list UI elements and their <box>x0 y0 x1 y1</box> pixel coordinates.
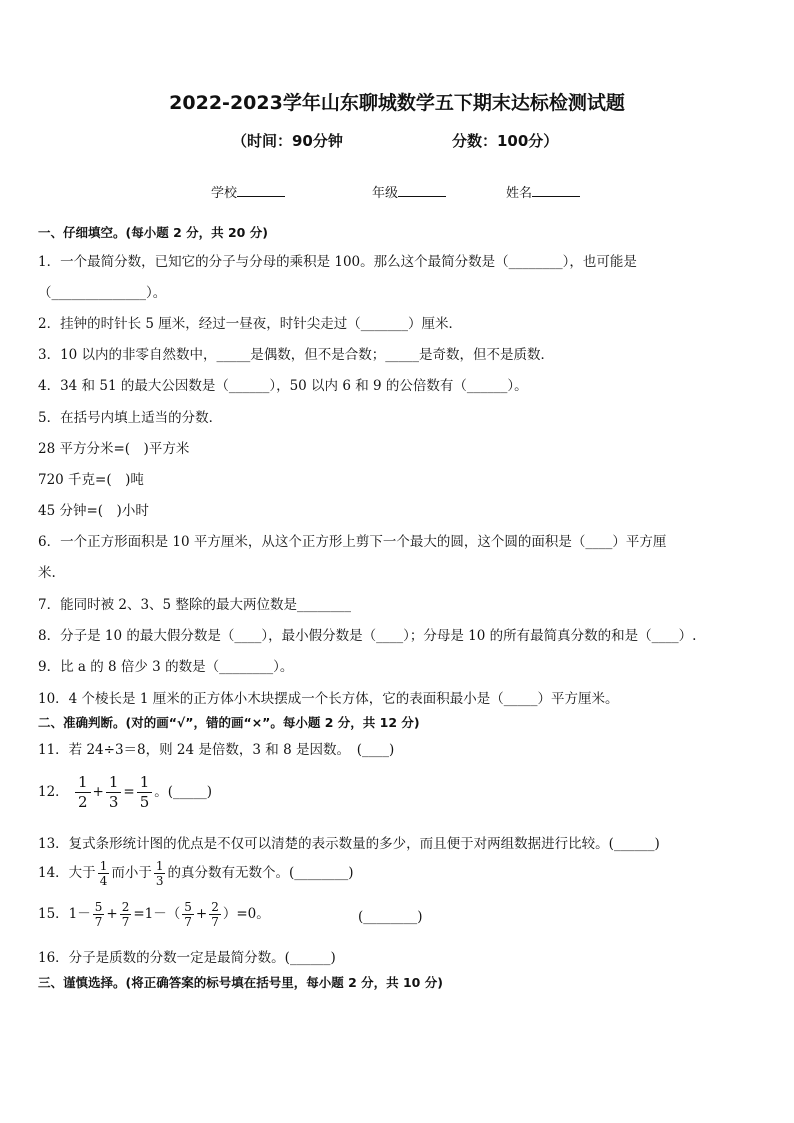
question-13: 13．复式条形统计图的优点是不仅可以清楚的表示数量的多少，而且便于对两组数据进行比较。(______) <box>38 836 660 852</box>
question-8: 8．分子是 10 的最大假分数是（____），最小假分数是（____）；分母是 10 的所有最简真分数的和是（____）. <box>38 628 697 644</box>
question-12: 12． $\frac{1}{2}$ + $\frac{1}{3}$ = $\frac{1}{5}$ 。(_____) <box>38 773 213 811</box>
q14-tail: 的真分数有无数个。(________) <box>167 865 354 881</box>
question-15: 15．1－ $\frac{5}{7}$ + $\frac{2}{7}$ =1－（ $\frac{5}{7}$ + $\frac{2}{7}$ ）=0。 <box>38 900 270 929</box>
question-16: 16．分子是质数的分数一定是最简分数。(______) <box>38 950 336 966</box>
q14-fraction-1: $\frac{1}{4}$ <box>99 859 108 888</box>
school-blank[interactable] <box>237 183 285 197</box>
question-4: 4．34 和 51 的最大公因数是（______），50 以内 6 和 9 的公倍数有（______）。 <box>38 378 528 394</box>
q12-label: 12． <box>38 784 69 800</box>
question-7: 7．能同时被 2、3、5 整除的最大两位数是________ <box>38 597 351 613</box>
grade-field <box>372 182 446 201</box>
question-10: 10．4 个棱长是 1 厘米的正方体小木块摆成一个长方体，它的表面积最小是（_____）平方厘米。 <box>38 691 619 707</box>
question-2: 2．挂钟的时针长 5 厘米，经过一昼夜，时针尖走过（_______）厘米． <box>38 316 463 332</box>
question-5-item-3: 45 分钟=( )小时 <box>38 503 149 519</box>
question-5-item-2: 720 千克=( )吨 <box>38 472 144 488</box>
section-1-heading: 一、仔细填空。(每小题 2 分，共 20 分) <box>38 225 268 240</box>
exam-time: （时间：90分钟 <box>232 132 343 150</box>
q12-tail: 。(_____) <box>154 784 213 800</box>
q12-fraction-2: $\frac{1}{3}$ <box>106 773 122 812</box>
q15-answer-blank: (________) <box>358 909 423 925</box>
q15-label: 15．1－ <box>38 906 91 922</box>
question-5: 5．在括号内填上适当的分数． <box>38 410 223 426</box>
question-1-line-1: 1．一个最简分数，已知它的分子与分母的乘积是 100。那么这个最简分数是（________），也可能是 <box>38 254 637 270</box>
q15-fraction-4: $\frac{2}{7}$ <box>211 900 219 929</box>
q14-fraction-2: $\frac{1}{3}$ <box>155 859 164 888</box>
question-6-line-2: 米. <box>38 565 56 581</box>
q14-label: 14．大于 <box>38 865 96 881</box>
exam-score: 分数：100分） <box>452 132 559 150</box>
q15-tail: ）=0。 <box>222 906 270 922</box>
question-11: 11．若 24÷3＝8，则 24 是倍数，3 和 8 是因数。 (____) <box>38 742 395 758</box>
school-field <box>211 182 285 201</box>
q15-fraction-1: $\frac{5}{7}$ <box>94 900 103 929</box>
section-2-heading: 二、准确判断。(对的画“√”，错的画“×”。每小题 2 分，共 12 分) <box>38 715 420 730</box>
q15-fraction-2: $\frac{2}{7}$ <box>121 900 130 929</box>
school-label: 学校 <box>211 186 238 201</box>
q12-fraction-1: $\frac{1}{2}$ <box>75 773 91 812</box>
question-9: 9．比 a 的 8 倍少 3 的数是（________）。 <box>38 659 294 675</box>
q15-fraction-3: $\frac{5}{7}$ <box>184 900 192 929</box>
question-3: 3．10 以内的非零自然数中，_____是偶数，但不是合数；_____是奇数，但不是质数． <box>38 347 555 363</box>
question-1-line-2: （______________）。 <box>38 285 167 301</box>
question-5-item-1: 28 平方分米=( )平方米 <box>38 441 190 457</box>
grade-blank[interactable] <box>398 183 446 197</box>
name-label: 姓名 <box>506 186 533 201</box>
grade-label: 年级 <box>372 186 399 201</box>
q12-fraction-3: $\frac{1}{5}$ <box>137 773 153 812</box>
name-blank[interactable] <box>532 183 580 197</box>
name-field <box>506 182 580 201</box>
question-6-line-1: 6．一个正方形面积是 10 平方厘米，从这个正方形上剪下一个最大的圆，这个圆的面积是（____）平方厘 <box>38 534 667 550</box>
page-title: 2022-2023学年山东聊城数学五下期末达标检测试题 <box>169 92 625 114</box>
section-3-heading: 三、谨慎选择。(将正确答案的标号填在括号里，每小题 2 分，共 10 分) <box>38 975 443 990</box>
question-14: 14．大于 $\frac{1}{4}$ 而小于 $\frac{1}{3}$ 的真分数有无数个。(________) <box>38 859 354 888</box>
